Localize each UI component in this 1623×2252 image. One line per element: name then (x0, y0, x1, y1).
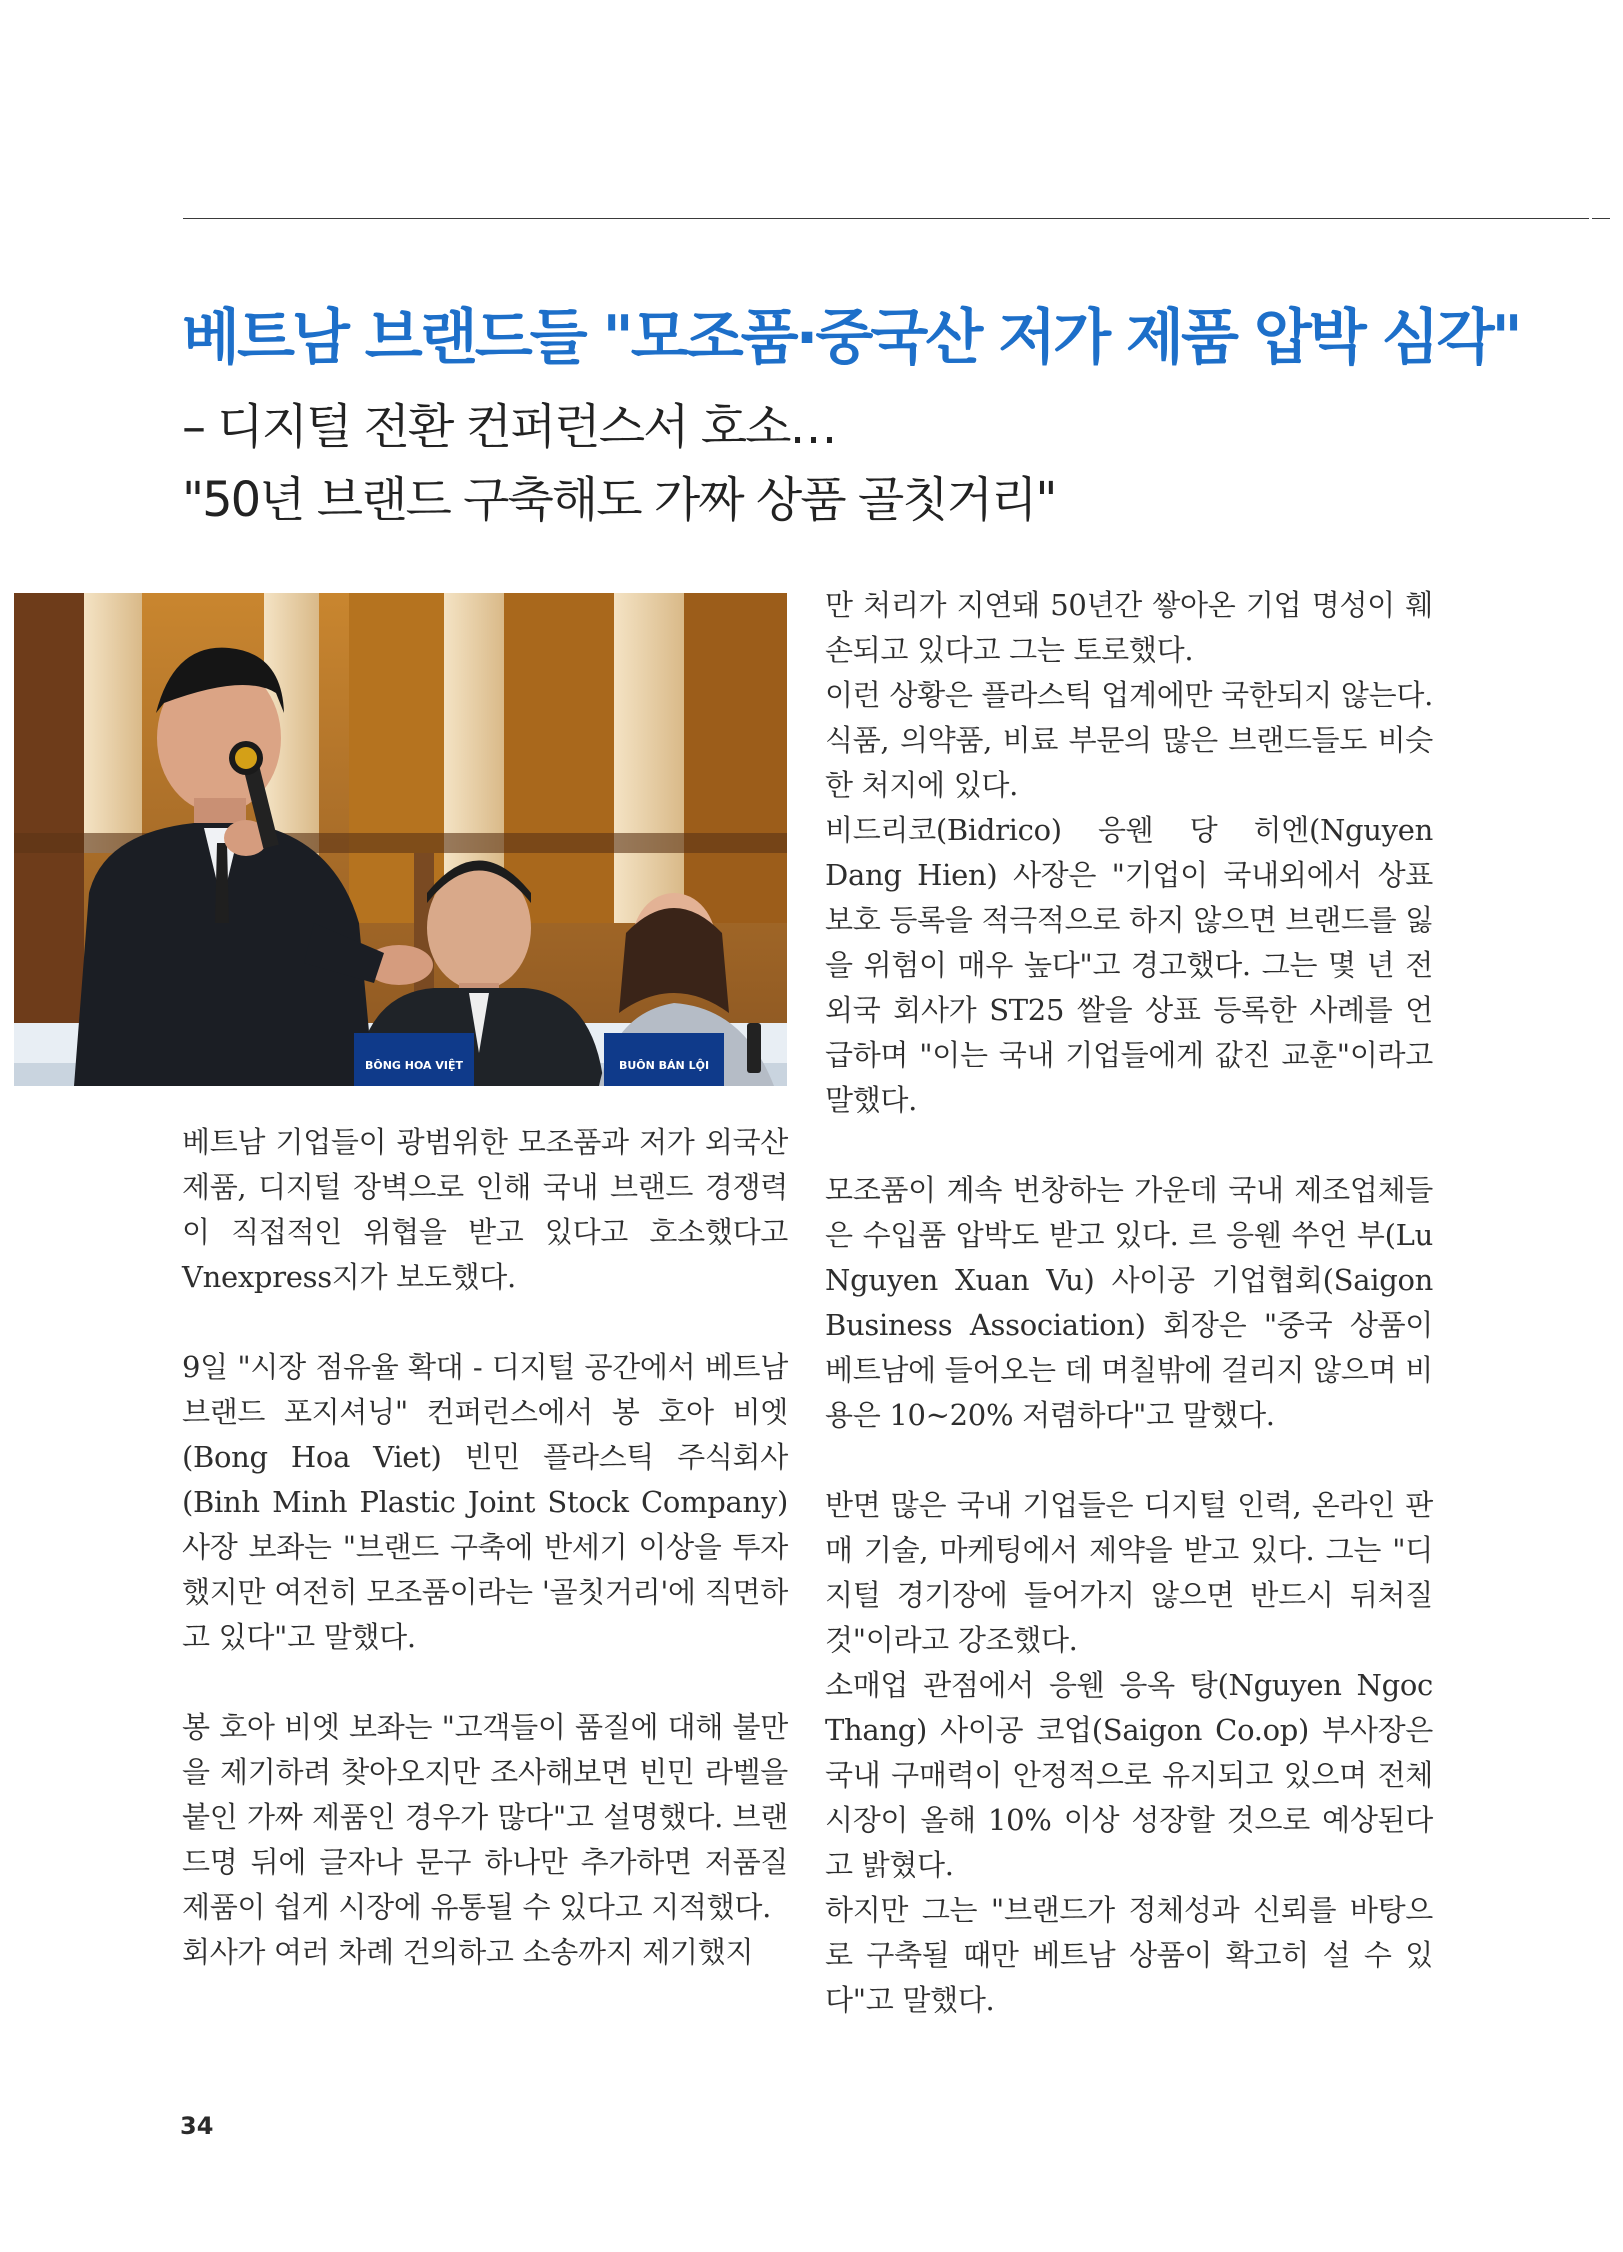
headline: 베트남 브랜드들 "모조품·중국산 저가 제품 압박 심각" (182, 303, 1520, 373)
right-paragraph-7: 하지만 그는 "브랜드가 정체성과 신뢰를 바탕으로 구축될 때만 베트남 상품이 확고히 설 수 있다"고 말했다. (825, 1893, 1433, 2017)
page-number: 34 (180, 2112, 214, 2140)
right-paragraph-3: 비드리코(Bidrico) 응웬 당 히엔(Nguyen Dang Hien) 사장은 "기업이 국내외에서 상표 보호 등록을 적극적으로 하지 않으면 브랜드를 잃을 위험이 매우 높다"고 경고했다. 그는 몇 년 전 외국 회사가 ST25 쌀을 상표 등록한 사례를 언급하며 "이는 국내 기업들에게 값진 교훈"이라고 말했다. (825, 813, 1433, 1117)
right-paragraph-2: 이런 상황은 플라스틱 업계에만 국한되지 않는다. 식품, 의약품, 비료 부문의 많은 브랜드들도 비슷한 처지에 있다. (825, 678, 1433, 802)
left-paragraph-4: 회사가 여러 차례 건의하고 소송까지 제기했지 (182, 1935, 754, 1969)
subheadline-line-2: "50년 브랜드 구축해도 가짜 상품 골칫거리" (182, 472, 1056, 528)
nameplate-left: BÔNG HOA VIỆT (364, 1059, 464, 1072)
right-column (825, 583, 1433, 2023)
conference-photo (14, 593, 787, 1086)
right-paragraph-5: 반면 많은 국내 기업들은 디지털 인력, 온라인 판매 기술, 마케팅에서 제약을 받고 있다. 그는 "디지털 경기장에 들어가지 않으면 반드시 뒤처질 것"이라고 강조했다. (825, 1488, 1433, 1657)
subheadline-line-1: – 디지털 전환 컨퍼런스서 호소… (182, 399, 836, 455)
top-rule-end (1592, 218, 1610, 219)
nameplate-right: BUÔN BÁN LỘI (618, 1059, 710, 1072)
left-column (182, 1120, 788, 1975)
top-rule (183, 218, 1589, 219)
right-paragraph-1: 만 처리가 지연돼 50년간 쌓아온 기업 명성이 훼손되고 있다고 그는 토로했다. (825, 588, 1433, 667)
right-paragraph-4: 모조품이 계속 번창하는 가운데 국내 제조업체들은 수입품 압박도 받고 있다. 르 응웬 쑤언 부(Lu Nguyen Xuan Vu) 사이공 기업협회(Saigon Business Association) 회장은 "중국 상품이 베트남에 들어오는 데 며칠밖에 걸리지 않으며 비용은 10~20% 저렴하다"고 말했다. (825, 1173, 1433, 1432)
left-paragraph-3: 봉 호아 비엣 보좌는 "고객들이 품질에 대해 불만을 제기하려 찾아오지만 조사해보면 빈민 라벨을 붙인 가짜 제품인 경우가 많다"고 설명했다. 브랜드명 뒤에 글자나 문구 하나만 추가하면 저품질 제품이 쉽게 시장에 유통될 수 있다고 지적했다. (182, 1710, 788, 1924)
left-paragraph-1: 베트남 기업들이 광범위한 모조품과 저가 외국산 제품, 디지털 장벽으로 인해 국내 브랜드 경쟁력이 직접적인 위협을 받고 있다고 호소했다고 Vnexpress지가 보도했다. (182, 1125, 788, 1294)
right-paragraph-6: 소매업 관점에서 응웬 응옥 탕(Nguyen Ngoc Thang) 사이공 코업(Saigon Co.op) 부사장은 국내 구매력이 안정적으로 유지되고 있으며 전체 시장이 올해 10% 이상 성장할 것으로 예상된다고 밝혔다. (825, 1668, 1433, 1882)
left-paragraph-2: 9일 "시장 점유율 확대 - 디지털 공간에서 베트남 브랜드 포지셔닝" 컨퍼런스에서 봉 호아 비엣(Bong Hoa Viet) 빈민 플라스틱 주식회사(Binh Minh Plastic Joint Stock Company) 사장 보좌는 "브랜드 구축에 반세기 이상을 투자했지만 여전히 모조품이라는 '골칫거리'에 직면하고 있다"고 말했다. (182, 1350, 788, 1654)
